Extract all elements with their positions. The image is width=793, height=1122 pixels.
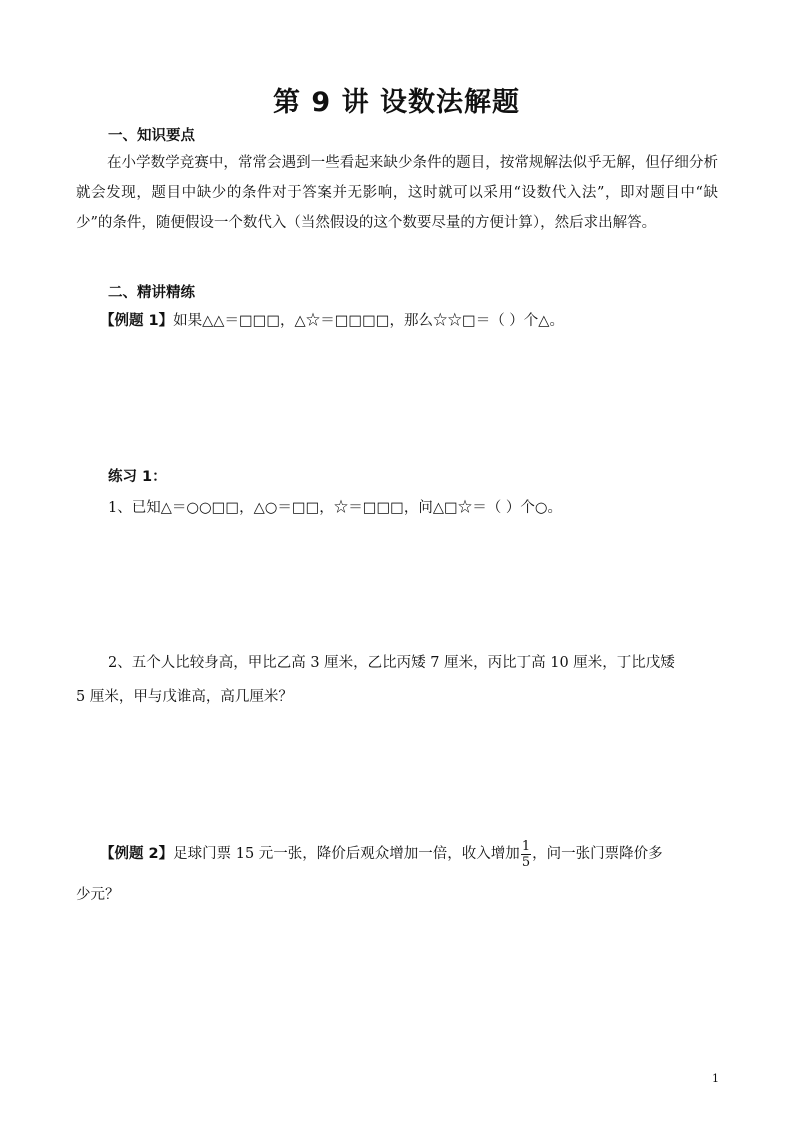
section-heading-key-points: 一、知识要点	[108, 128, 195, 144]
practice-1-question-1: 1、已知△＝○○□□，△○＝□□，☆＝□□□，问△□☆＝（ ）个○。	[108, 500, 562, 516]
example-1	[100, 306, 746, 336]
example-1-label: 【例题 1】	[100, 313, 174, 329]
fraction-numerator: 1	[521, 838, 531, 854]
practice-1-heading: 练习 1：	[108, 469, 167, 485]
practice-1-question-2-line-2: 5 厘米，甲与戊谁高，高几厘米？	[76, 689, 293, 705]
example-2-label: 【例题 2】	[100, 846, 174, 862]
page-number: 1	[712, 1072, 719, 1085]
page-title: 第 9 讲 设数法解题	[273, 87, 520, 118]
example-2	[100, 838, 746, 870]
practice-1-question-2-line-1: 2、五个人比较身高，甲比乙高 3 厘米，乙比丙矮 7 厘米，丙比丁高 10 厘米，丁比戊矮	[108, 655, 675, 671]
example-2-text-before: 足球门票 15 元一张，降价后观众增加一倍，收入增加	[173, 846, 520, 862]
key-points-paragraph: 在小学数学竞赛中，常常会遇到一些看起来缺少条件的题目，按常规解法似乎无解，但仔细分析就会发现，题目中缺少的条件对于答案并无影响，这时就可以采用“设数代入法”，即对题目中“缺少”的条件，随便假设一个数代入（当然假设的这个数要尽量的方便计算），然后求出解答。	[76, 155, 718, 231]
fraction-denominator: 5	[521, 854, 531, 870]
example-1-text: 如果△△＝□□□，△☆＝□□□□，那么☆☆□＝（ ）个△。	[173, 313, 564, 329]
example-2-line-2: 少元？	[76, 887, 120, 903]
example-2-text-after: ，问一张门票降价多	[532, 846, 663, 862]
section-heading-practice: 二、精讲精练	[108, 285, 195, 301]
fraction-one-fifth	[521, 839, 531, 870]
